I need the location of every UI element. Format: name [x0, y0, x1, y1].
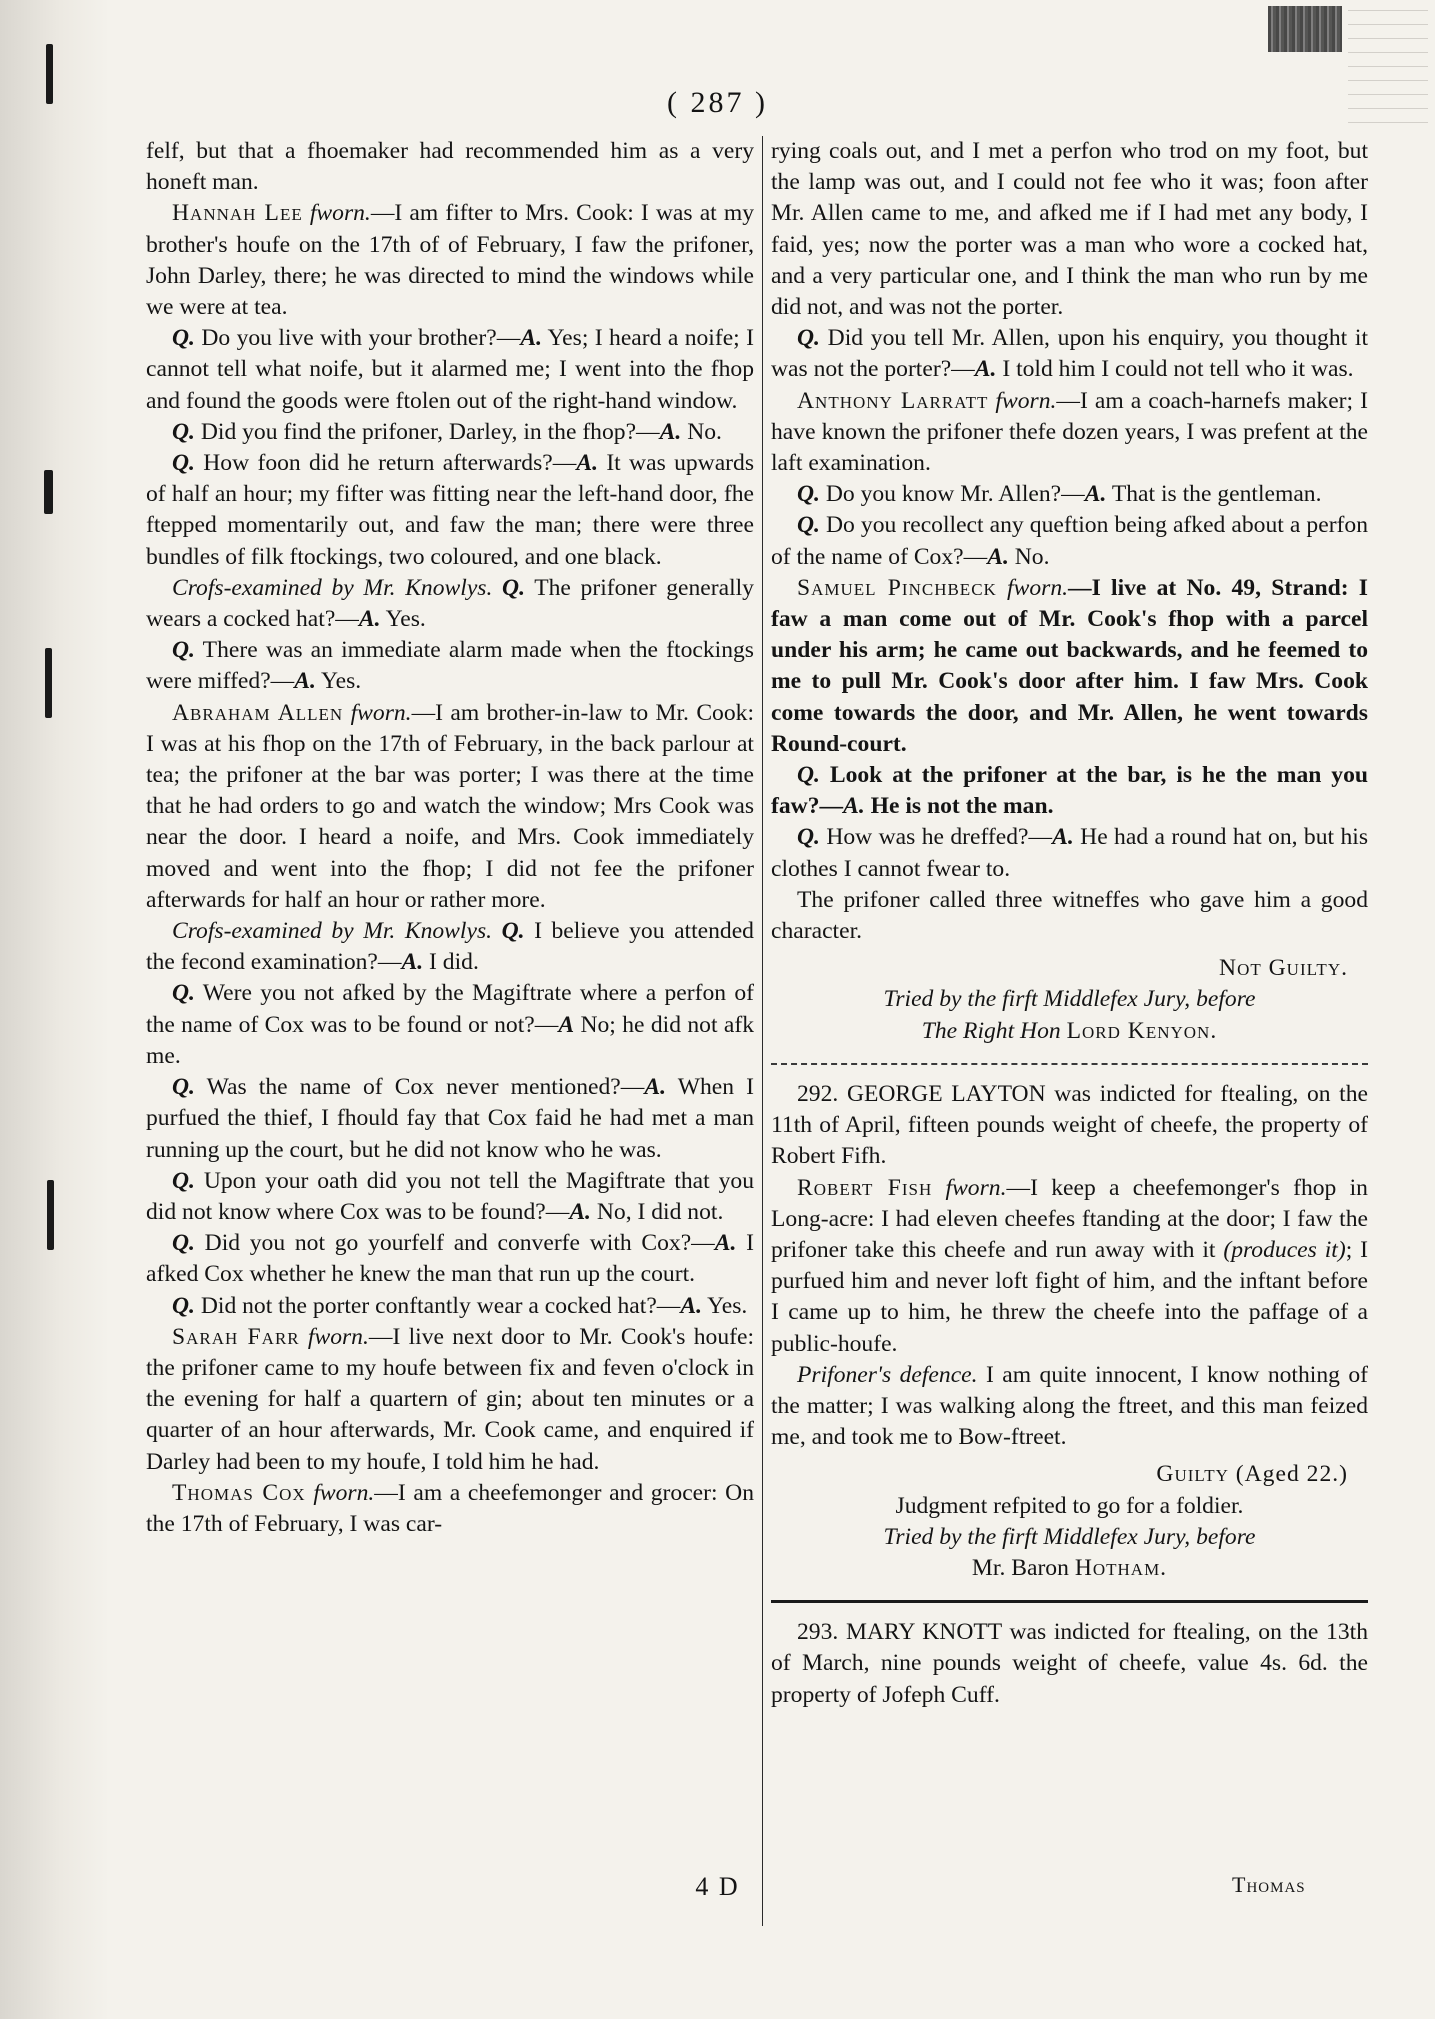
- defence-paragraph: Prifoner's defence. I am quite innocent, I know nothing of the matter; I was walking along the ftreet, and this man feized me, and took me to Bow-ftreet.: [771, 1361, 1368, 1451]
- witness-name: Robert Fish: [797, 1174, 933, 1201]
- qa-paragraph: Q. How foon did he return afterwards?—A. It was upwards of half an hour; my fifter was fitting near the left-hand door, fhe ftepped momentarily out, and faw the man; there were three bundles of filk ftockings, two coloured, and one black.: [146, 450, 754, 570]
- case-heading: 292. GEORGE LAYTON was indicted for ftealing, on the 11th of April, fifteen pounds weight of cheefe, the property of Robert Fifh.: [771, 1080, 1368, 1170]
- judgment-line: Judgment refpited to go for a foldier.: [895, 1492, 1244, 1519]
- paragraph: felf, but that a fhoemaker had recommended him as a very honeft man.: [146, 138, 754, 196]
- tried-by-line: Tried by the firft Middlefex Jury, before: [883, 1523, 1256, 1550]
- defendant-name: MARY KNOTT: [845, 1619, 1002, 1646]
- witness-name: Thomas Cox: [172, 1479, 306, 1506]
- left-column: [146, 136, 754, 1896]
- qa-paragraph: Q. Look at the prifoner at the bar, is he the man you faw?—A. He is not the man.: [771, 762, 1368, 820]
- qa-paragraph: Q. How was he dreffed?—A. He had a round hat on, but his clothes I cannot fwear to.: [771, 824, 1368, 882]
- page-number: ( 287 ): [667, 86, 768, 119]
- testimony-paragraph: Robert Fish fworn.—I keep a cheefemonger's fhop in Long-acre: I had eleven cheefes ftanding at the door; I faw the prifoner take this cheefe and run away with it (produces it); I purfued him and never loft fight of him, and the inftant before I came up to him, he threw the cheefe into the paffage of a public-houfe.: [771, 1174, 1368, 1357]
- judge-line: Mr. Baron Hotham.: [971, 1554, 1168, 1581]
- case-number: 293.: [797, 1619, 839, 1646]
- case-heading: 293. MARY KNOTT was indicted for ftealing, on the 13th of March, nine pounds weight of cheefe, value 4s. 6d. the property of Jofeph Cuff.: [771, 1619, 1368, 1708]
- testimony-paragraph: Anthony Larratt fworn.—I am a coach-harnefs maker; I have known the prifoner thefe dozen years, I was prefent at the laft examination.: [771, 387, 1368, 477]
- tried-by-line: Tried by the firft Middlefex Jury, before: [883, 986, 1256, 1013]
- witness-name: Abraham Allen: [172, 699, 344, 726]
- catchword: Thomas: [1232, 1872, 1306, 1897]
- qa-paragraph: Q. Did you tell Mr. Allen, upon his enquiry, you thought it was not the porter?—A. I told him I could not tell who it was.: [771, 325, 1368, 383]
- testimony-paragraph: Samuel Pinchbeck fworn.—I live at No. 49, Strand: I faw a man come out of Mr. Cook's fhop with a parcel under his arm; he came out backwards, and he feemed to me to pull Mr. Cook's door after him. I faw Mrs. Cook come towards the door, and Mr. Allen, he went towards Round-court.: [771, 574, 1368, 757]
- qa-paragraph: Q. Did you find the prifoner, Darley, in the fhop?—A. No.: [172, 418, 722, 445]
- qa-paragraph: Q. Was the name of Cox never mentioned?—A. When I purfued the thief, I fhould fay that Cox faid he had met a man running up the court, but he did not know who he was.: [146, 1074, 754, 1163]
- sworn-label: fworn.: [309, 200, 371, 227]
- case-separator: [771, 1600, 1368, 1603]
- testimony-paragraph: Sarah Farr fworn.—I live next door to Mr. Cook's houfe: the prifoner came to my houfe between fix and feven o'clock in the evening for half a quartern of gin; about ten minutes or a quarter of an hour afterwards, Mr. Cook came, and enquired if Darley had been to my houfe, I told him he had.: [146, 1323, 754, 1475]
- paragraph: rying coals out, and I met a perfon who trod on my foot, but the lamp was out, and I could not fee who it was; foon after Mr. Allen came to me, and afked me if I had met any body, I faid, yes; now the porter was a man who wore a cocked hat, and a very particular one, and I think the man who run by me did not, and was not the porter.: [771, 138, 1368, 321]
- witness-name: Samuel Pinchbeck: [797, 574, 997, 601]
- column-rule: [762, 136, 763, 1926]
- witness-name: Sarah Farr: [172, 1323, 300, 1350]
- right-column: [771, 136, 1368, 1896]
- verdict: Guilty (Aged 22.): [1156, 1461, 1348, 1488]
- cross-examination-label: Crofs-examined by Mr. Knowlys.: [172, 574, 493, 601]
- qa-paragraph: Q. Were you not afked by the Magiftrate where a perfon of the name of Cox was to be found or not?—A No; he did not afk me.: [146, 980, 754, 1069]
- qa-paragraph: Q. Do you recollect any queftion being afked about a perfon of the name of Cox?—A. No.: [771, 512, 1368, 570]
- qa-paragraph: Q. Do you live with your brother?—A. Yes; I heard a noife; I cannot tell what noife, but it alarmed me; I went into the fhop and found the goods were ftolen out of the right-hand window.: [146, 325, 754, 414]
- witness-name: Hannah Lee: [172, 200, 303, 227]
- qa-paragraph: Q. Do you know Mr. Allen?—A. That is the gentleman.: [797, 481, 1322, 508]
- testimony-paragraph: Abraham Allen fworn.—I am brother-in-law to Mr. Cook: I was at his fhop on the 17th of February, in the back parlour at tea; the prifoner at the bar was porter; I was there at the time that he had orders to go and watch the window; Mrs Cook was near the door. I heard a noife, and Mrs. Cook immediately moved and went into the fhop; I did not fee the prifoner afterwards for half an hour or rather more.: [146, 699, 754, 913]
- binding-mark: [47, 1180, 54, 1250]
- cross-examination-label: Crofs-examined by Mr. Knowlys.: [172, 918, 493, 945]
- witness-name: Anthony Larratt: [797, 387, 989, 414]
- case-separator: [771, 1063, 1368, 1065]
- qa-paragraph: Q. There was an immediate alarm made when the ftockings were miffed?—A. Yes.: [146, 637, 754, 695]
- case-number: 292.: [797, 1080, 839, 1107]
- corner-stamp: [1268, 6, 1342, 52]
- testimony-paragraph: Hannah Lee fworn.—I am fifter to Mrs. Cook: I was at my brother's houfe on the 17th of of February, I faw the prifoner, John Darley, there; he was directed to mind the windows while we were at tea.: [146, 200, 754, 321]
- qa-paragraph: Q. Did you not go yourfelf and converfe with Cox?—A. I afked Cox whether he knew the man that run up the court.: [146, 1230, 754, 1288]
- judge-line: The Right Hon Lord Kenyon.: [921, 1017, 1218, 1044]
- verdict: Not Guilty.: [1219, 955, 1348, 982]
- defendant-name: GEORGE LAYTON: [846, 1080, 1046, 1107]
- qa-paragraph: Q. Did not the porter conftantly wear a cocked hat?—A. Yes.: [172, 1292, 748, 1319]
- printer-signature: 4 D: [695, 1872, 740, 1901]
- paragraph: The prifoner called three witneffes who gave him a good character.: [771, 886, 1368, 945]
- testimony-paragraph: Thomas Cox fworn.—I am a cheefemonger and grocer: On the 17th of February, I was car-: [146, 1479, 754, 1537]
- binding-shadow: [0, 0, 110, 2019]
- qa-paragraph: Crofs-examined by Mr. Knowlys. Q. The prifoner generally wears a cocked hat?—A. Yes.: [146, 574, 754, 633]
- binding-mark: [44, 470, 53, 514]
- binding-mark: [45, 648, 52, 718]
- qa-paragraph: Q. Upon your oath did you not tell the Magiftrate that you did not know where Cox was to be found?—A. No, I did not.: [146, 1167, 754, 1225]
- qa-paragraph: Crofs-examined by Mr. Knowlys. Q. I believe you attended the fecond examination?—A. I did.: [146, 918, 754, 976]
